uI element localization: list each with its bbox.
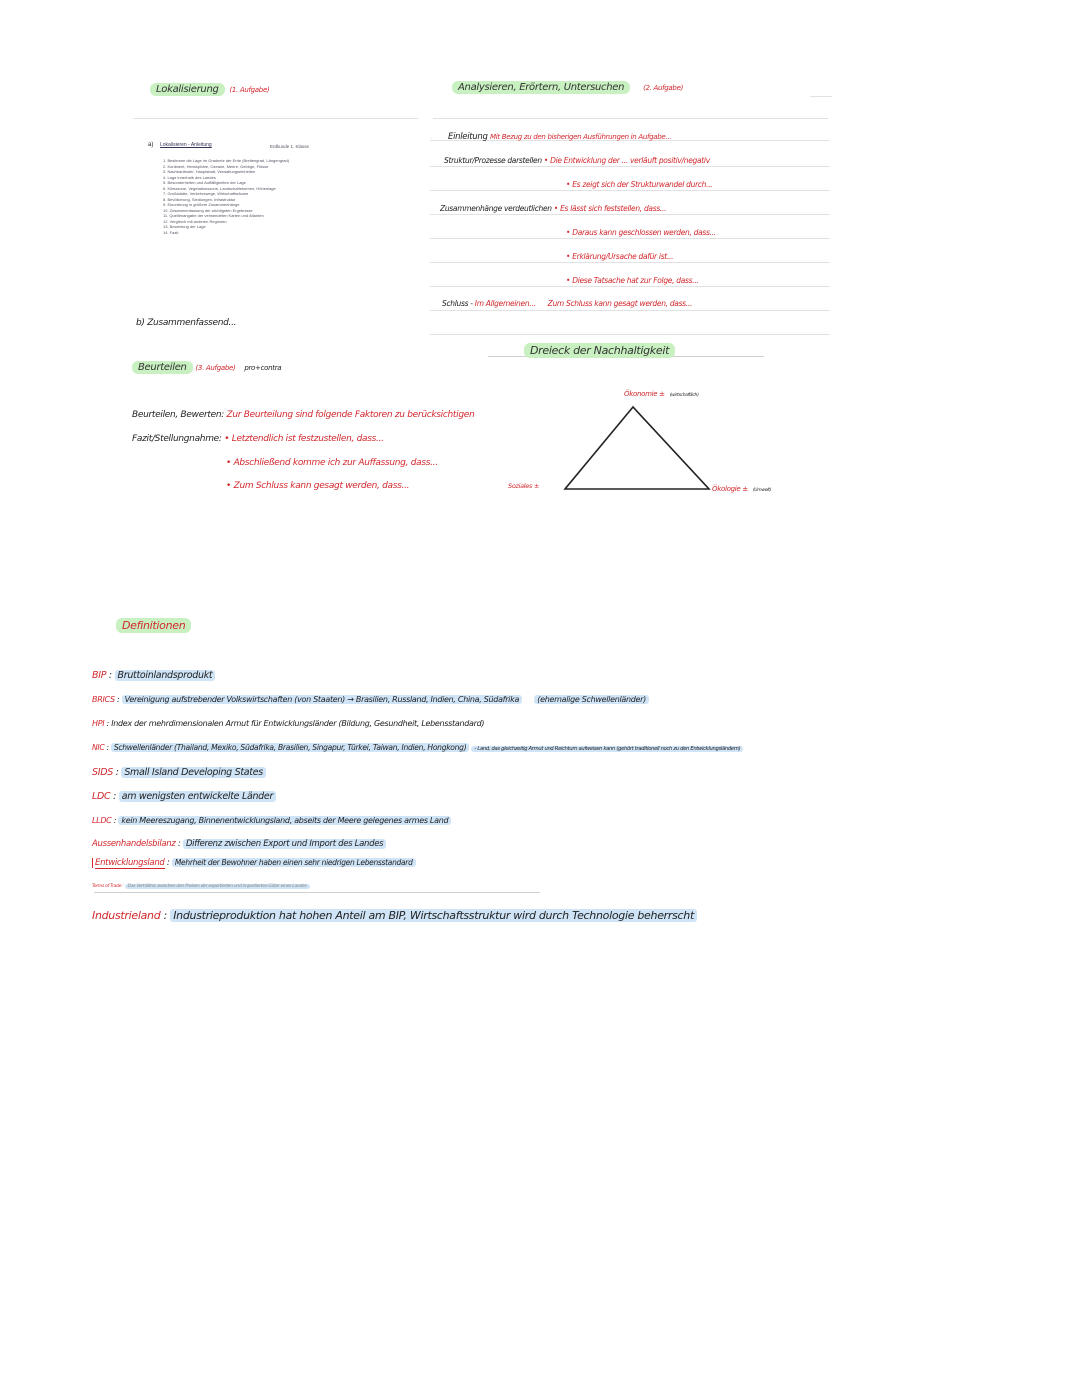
schluss-text-2: Zum Schluss kann gesagt werden, dass...	[547, 299, 693, 308]
definition-term: Terms of Trade	[92, 884, 122, 889]
struktur-bullet-row: • Es zeigt sich der Strukturwandel durch...	[566, 180, 713, 189]
lokalisierung-heading	[150, 84, 269, 95]
lokalisierung-aufgabe: (1. Aufgabe)	[229, 86, 270, 94]
definition-text: kein Meereszugang, Binnenentwicklungsland, abseits der Meere gelegenes armes Land	[118, 816, 451, 825]
sheet-line: 5. Besonderheiten und Auffälligkeiten der Lage	[163, 180, 246, 185]
analysieren-title: Analysieren, Erörtern, Untersuchen	[452, 81, 630, 94]
sheet-line: 9. Einordnung in größere Zusammenhänge	[163, 202, 240, 207]
definition-term: Entwicklungsland	[95, 858, 165, 868]
analysieren-heading	[452, 82, 683, 93]
divider	[430, 310, 830, 311]
struktur-label: Struktur/Prozesse darstellen	[444, 156, 542, 165]
zusammenhaenge-bullet-row: • Daraus kann geschlossen werden, dass...	[566, 228, 716, 237]
schluss-label: Schluss	[442, 299, 469, 308]
definition-text: Industrieproduktion hat hohen Anteil am BIP, Wirtschaftsstruktur wird durch Technologie beherrscht	[170, 909, 697, 922]
sheet-line: 6. Klimazone, Vegetationszone, Landschaftsformen, Höhenlage	[163, 185, 276, 191]
einleitung-row	[448, 132, 671, 142]
beurteilen-aufgabe: (3. Aufgabe)	[195, 364, 236, 372]
triangle-top-label: Ökonomie ± (wirtschaftlich)	[624, 390, 699, 398]
definition-text: Mehrheit der Bewohner haben einen sehr niedrigen Lebensstandard	[172, 858, 416, 867]
definition-row: LDC : am wenigsten entwickelte Länder	[92, 791, 276, 802]
oekologie-note: (Umwelt)	[752, 488, 772, 493]
divider	[430, 262, 830, 263]
divider	[94, 892, 540, 893]
zusammenhaenge-row: Zusammenhänge verdeutlichen • Es lässt sich feststellen, dass...	[440, 204, 667, 213]
fazit-bullet-row: • Abschließend komme ich zur Auffassung, dass...	[226, 458, 438, 468]
oekologie-label: Ökologie	[712, 485, 741, 493]
divider	[133, 118, 418, 119]
definitionen-heading	[116, 619, 191, 632]
sheet-line: 4. Lage innerhalb des Landes	[163, 174, 216, 180]
dreieck-title: Dreieck der Nachhaltigkeit	[524, 343, 675, 358]
definition-row: Industrieland : Industrieproduktion hat hohen Anteil am BIP, Wirtschaftsstruktur wird durch Technologie beherrscht	[92, 909, 697, 922]
sheet-line: 11. Quellenangabe der verwendeten Karten und Atlanten	[163, 213, 264, 218]
zusammenhaenge-bullet: Daraus kann geschlossen werden, dass...	[572, 228, 716, 237]
divider	[810, 96, 832, 97]
fazit-bullet: Zum Schluss kann gesagt werden, dass...	[233, 481, 410, 491]
oekonomie-label: Ökonomie	[624, 390, 658, 398]
definition-row: NIC : Schwellenländer (Thailand, Mexiko, Südafrika, Brasilien, Singapur, Türkei, Taiwan, Indien, Hongkong) - Land, das gleichzeitig Armut und Reichtum aufweisen kann (gehört traditionell noch zu den Entwicklungsländern)	[92, 743, 743, 752]
definition-term: Aussenhandelsbilanz	[92, 839, 176, 849]
fazit-label: Fazit/Stellungnahme:	[132, 434, 222, 444]
beurteilen-line-1	[132, 410, 474, 420]
sheet-line: 14. Fazit	[163, 229, 179, 235]
definition-row: BIP : Bruttoinlandsprodukt	[92, 670, 215, 681]
definition-text: Index der mehrdimensionalen Armut für Entwicklungsländer (Bildung, Gesundheit, Lebensstandard)	[111, 719, 485, 728]
divider	[430, 214, 830, 215]
beurteilen-text: Zur Beurteilung sind folgende Faktoren zu berücksichtigen	[226, 410, 475, 420]
definition-term: LDC	[92, 791, 111, 802]
triangle-right-label: Ökologie ± (Umwelt)	[712, 485, 772, 493]
sheet-line: 7. Großstädte, Verkehrswege, Wirtschaftsräume	[163, 191, 249, 196]
struktur-bullet: Die Entwicklung der ... verläuft positiv/negativ	[550, 156, 710, 165]
sheet-line: 8. Bevölkerung, Siedlungen, Infrastruktur	[163, 196, 236, 202]
definition-term: HPI	[92, 719, 105, 728]
zusammenfassend-row	[136, 318, 236, 328]
sheet-line: 2. Kontinent, Hemisphäre, Ozeane, Meere, Gebirge, Flüsse	[163, 163, 269, 169]
divider	[433, 118, 828, 119]
definition-term: BIP	[92, 670, 107, 681]
definition-text: am wenigsten entwickelte Länder	[119, 791, 276, 802]
definition-row: SIDS : Small Island Developing States	[92, 767, 266, 778]
zusammenhaenge-label: Zusammenhänge verdeutlichen	[440, 204, 552, 213]
definition-term: NIC	[92, 743, 105, 752]
sheet-line: 10. Zusammenfassung der wichtigsten Ergebnisse	[163, 207, 253, 213]
sheet-label-a: a)	[148, 142, 154, 148]
divider	[430, 334, 830, 335]
sheet-title: Lokalisieren - Anleitung	[160, 142, 212, 148]
struktur-bullet: Es zeigt sich der Strukturwandel durch...	[572, 180, 713, 189]
beurteilen-note: pro+contra	[244, 364, 282, 372]
sheet-line: 12. Vergleich mit anderen Regionen	[163, 218, 227, 224]
definition-term: BRICS	[92, 695, 115, 704]
sheet-instructions	[163, 158, 423, 235]
schluss-text: Im Allgemeinen...	[474, 299, 536, 308]
definition-text: Vereinigung aufstrebender Volkswirtschaften (von Staaten) → Brasilien, Russland, Indien, China, Südafrika	[122, 695, 522, 704]
zusammenhaenge-bullet-row: • Erklärung/Ursache dafür ist...	[566, 252, 674, 261]
divider	[430, 238, 830, 239]
divider	[430, 190, 830, 191]
fazit-row: Fazit/Stellungnahme: • Letztendlich ist festzustellen, dass...	[132, 434, 384, 444]
sheet-line: 3. Nachbarländer, Hauptstadt, Verwaltungseinheiten	[163, 169, 256, 174]
einleitung-label: Einleitung	[448, 132, 488, 142]
fazit-bullet-row: • Zum Schluss kann gesagt werden, dass...	[226, 481, 410, 491]
triangle-shape	[565, 407, 709, 489]
definition-text: Schwellenländer (Thailand, Mexiko, Südafrika, Brasilien, Singapur, Türkei, Taiwan, Indien, Hongkong)	[111, 743, 470, 752]
analysieren-aufgabe: (2. Aufgabe)	[643, 84, 684, 92]
dreieck-heading	[524, 344, 675, 357]
sheet-subtitle: Erdkunde 1. Klasse	[270, 144, 310, 149]
lokalisierung-title: Lokalisierung	[150, 83, 225, 96]
definition-text: Bruttoinlandsprodukt	[115, 670, 216, 681]
definition-row: Aussenhandelsbilanz : Differenz zwischen Export und Import des Landes	[92, 839, 386, 849]
definition-extra: (ehemalige Schwellenländer)	[534, 695, 649, 704]
soziales-label: Soziales	[508, 482, 533, 490]
definition-row: HPI : Index der mehrdimensionalen Armut für Entwicklungsländer (Bildung, Gesundheit, Lebensstandard)	[92, 719, 485, 728]
zusammenhaenge-bullet-row: • Diese Tatsache hat zur Folge, dass...	[566, 276, 699, 285]
divider	[430, 138, 432, 139]
fazit-bullet: Abschließend komme ich zur Auffassung, dass...	[233, 458, 438, 468]
definition-extra: - Land, das gleichzeitig Armut und Reichtum aufweisen kann (gehört traditionell noch zu den Entwicklungsländern)	[471, 746, 743, 752]
oekonomie-note: (wirtschaftlich)	[669, 393, 699, 398]
definition-row: Entwicklungsland : Mehrheit der Bewohner haben einen sehr niedrigen Lebensstandard	[92, 858, 416, 868]
divider	[430, 286, 830, 287]
zusammenhaenge-bullet: Diese Tatsache hat zur Folge, dass...	[572, 276, 699, 285]
zusammenfassend-text: Zusammenfassend...	[147, 318, 237, 328]
einleitung-text: Mit Bezug zu den bisherigen Ausführungen in Aufgabe...	[489, 133, 672, 141]
definition-term: LLDC	[92, 816, 112, 825]
definition-text: Das Verhältnis zwischen den Preisen der exportierten und importierten Güter eines Landes	[125, 884, 310, 889]
definition-row: BRICS : Vereinigung aufstrebender Volkswirtschaften (von Staaten) → Brasilien, Russland, Indien, China, Südafrika (ehemalige Schwellenländer)	[92, 695, 649, 704]
divider	[430, 166, 830, 167]
definition-text: Differenz zwischen Export und Import des Landes	[183, 839, 386, 849]
sheet-line: 1. Bestimme die Lage im Gradnetz der Erde (Breitengrad, Längengrad)	[163, 158, 290, 163]
struktur-row: Struktur/Prozesse darstellen • Die Entwicklung der ... verläuft positiv/negativ	[444, 156, 710, 165]
definitionen-title: Definitionen	[116, 618, 191, 633]
fazit-bullet: Letztendlich ist festzustellen, dass...	[231, 434, 384, 444]
zusammenhaenge-bullet: Erklärung/Ursache dafür ist...	[572, 252, 674, 261]
triangle-left-label: Soziales ±	[508, 482, 540, 490]
schluss-row: Schluss - Im Allgemeinen... Zum Schluss kann gesagt werden, dass...	[442, 299, 693, 308]
beurteilen-label: Beurteilen, Bewerten:	[132, 410, 224, 420]
definition-text: Small Island Developing States	[121, 767, 266, 778]
sustainability-triangle	[555, 395, 715, 495]
definition-row: LLDC : kein Meereszugang, Binnenentwicklungsland, abseits der Meere gelegenes armes Land	[92, 816, 451, 825]
definition-term: Industrieland	[92, 909, 161, 922]
sheet-line: 13. Bewertung der Lage	[163, 224, 206, 229]
definition-row: Terms of Trade : Das Verhältnis zwischen den Preisen der exportierten und importierten Güter eines Landes	[92, 884, 310, 889]
zusammenhaenge-bullet: Es lässt sich feststellen, dass...	[560, 204, 667, 213]
definition-term: SIDS	[92, 767, 113, 778]
beurteilen-title: Beurteilen	[132, 361, 193, 374]
sheet-label-b: b)	[136, 318, 145, 328]
beurteilen-heading	[132, 362, 281, 373]
